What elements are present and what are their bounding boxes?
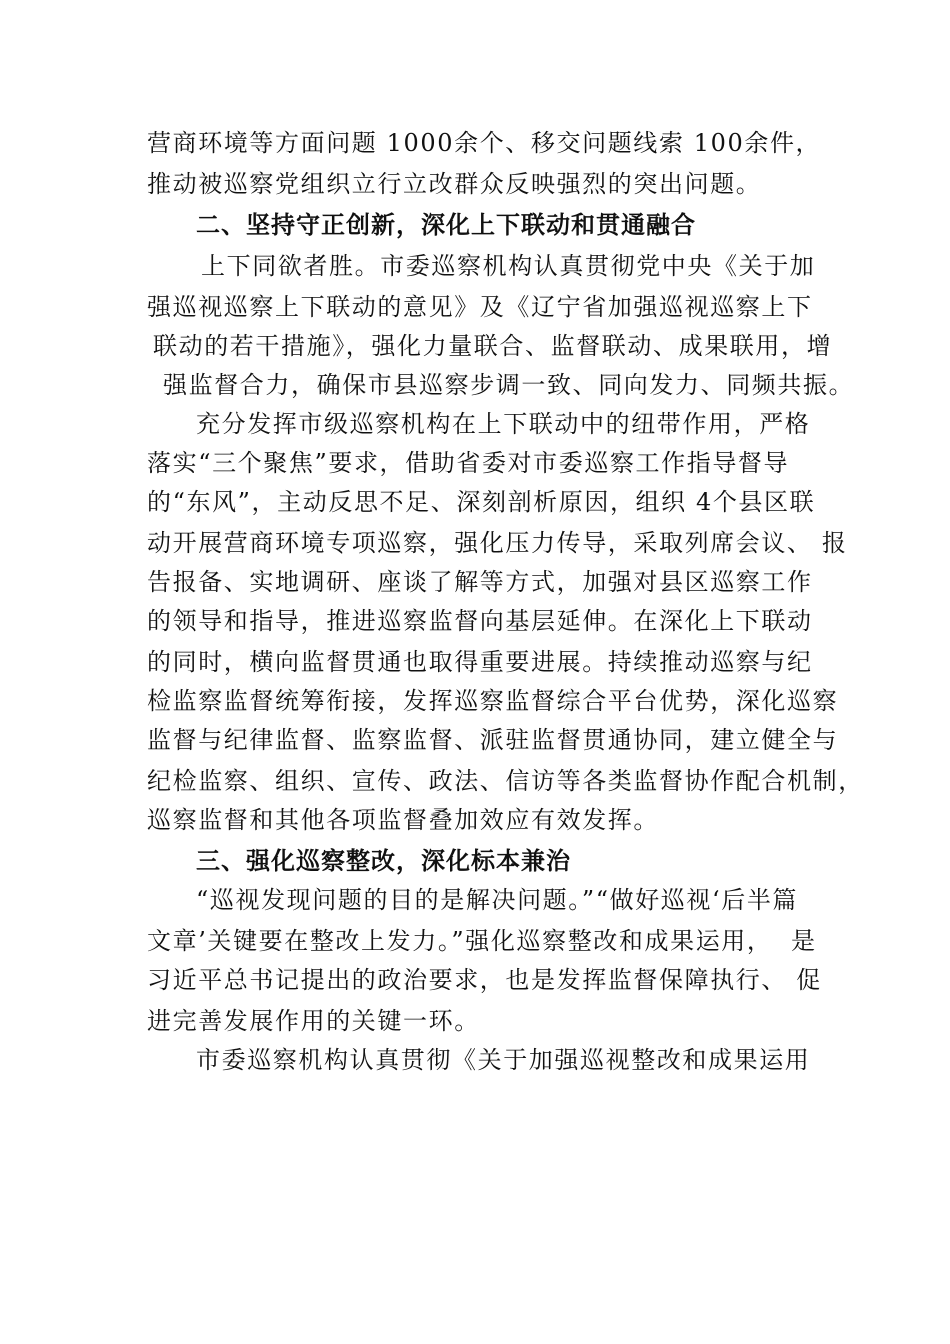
paragraph-line: 习近平总书记提出的政治要求，也是发挥监督保障执行、 促 [147, 966, 822, 994]
paragraph-line: 联动的若干措施》，强化力量联合、监督联动、成果联用，增 [153, 332, 833, 360]
paragraph-line: 监督与纪律监督、监察监督、派驻监督贯通协同，建立健全与 [147, 726, 839, 754]
paragraph-line: 的领导和指导，推进巡察监督向基层延伸。在深化上下联动 [147, 607, 813, 635]
paragraph-line: 营商环境等方面问题 1000余个、移交问题线索 100余件， [147, 129, 822, 157]
paragraph-line: 上下同欲者胜。市委巡察机构认真贯彻党中央《关于加 [201, 252, 816, 280]
paragraph-line: 落实“三个聚焦”要求，借助省委对市委巡察工作指导督导 [147, 449, 790, 477]
paragraph-line: 检监察监督统筹衔接，发挥巡察监督综合平台优势，深化巡察 [147, 687, 839, 715]
paragraph-line: 进完善发展作用的关键一环。 [147, 1007, 480, 1035]
paragraph-line: 文章’关键要在整改上发力。”强化巡察整改和成果运用， 是 [147, 927, 817, 955]
paragraph-line: 动开展营商环境专项巡察，强化压力传导，采取列席会议、 报 [147, 529, 848, 557]
paragraph-line: “巡视发现问题的目的是解决问题。”“做好巡视‘后半篇 [196, 886, 799, 914]
paragraph-line: 充分发挥市级巡察机构在上下联动中的纽带作用，严格 [196, 410, 811, 438]
paragraph-line: 告报备、实地调研、座谈了解等方式，加强对县区巡察工作 [147, 568, 813, 596]
section-heading-3: 三、强化巡察整改，深化标本兼治 [196, 847, 571, 875]
paragraph-line: 市委巡察机构认真贯彻《关于加强巡视整改和成果运用 [196, 1046, 811, 1074]
section-heading-2: 二、坚持守正创新，深化上下联动和贯通融合 [196, 211, 696, 239]
paragraph-line: 的“东风”，主动反思不足、深刻剖析原因，组织 4个县区联 [147, 488, 816, 516]
paragraph-line: 的同时，横向监督贯通也取得重要进展。持续推动巡察与纪 [147, 648, 813, 676]
paragraph-line: 强监督合力，确保市县巡察步调一致、同向发力、同频共振。 [163, 371, 855, 399]
paragraph-line: 纪检监察、组织、宣传、政法、信访等各类监督协作配合机制， [147, 767, 864, 795]
paragraph-line: 巡察监督和其他各项监督叠加效应有效发挥。 [147, 806, 659, 834]
paragraph-line: 推动被巡察党组织立行立改群众反映强烈的突出问题。 [147, 170, 762, 198]
paragraph-line: 强巡视巡察上下联动的意见》及《辽宁省加强巡视巡察上下 [147, 293, 813, 321]
